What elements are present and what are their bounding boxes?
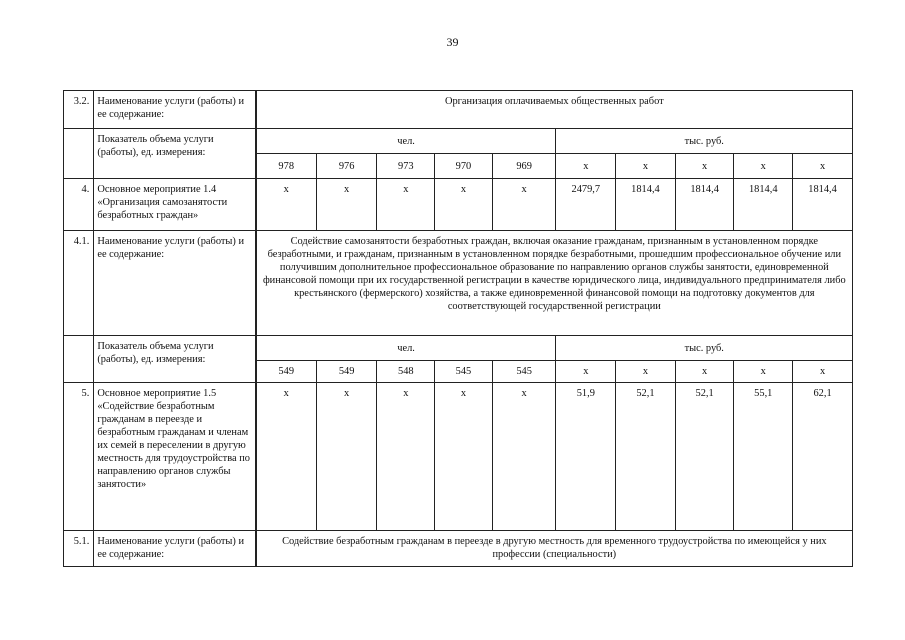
- row-number: 4.1.: [64, 231, 94, 336]
- plan-table: [63, 90, 853, 567]
- value-cell: x: [377, 179, 435, 231]
- row-label: Наименование услуги (работы) и ее содержание:: [94, 91, 256, 129]
- unit-thousand-rub: тыс. руб.: [556, 336, 853, 361]
- value-cell: x: [435, 179, 493, 231]
- value-cell: x: [256, 179, 317, 231]
- value-cell: 1814,4: [616, 179, 676, 231]
- row-number-empty: [64, 129, 94, 179]
- value-cell: 976: [316, 154, 377, 179]
- value-cell: x: [734, 361, 793, 383]
- unit-people: чел.: [256, 336, 556, 361]
- value-cell: 52,1: [616, 383, 676, 531]
- value-cell: x: [675, 361, 734, 383]
- value-cell: 1814,4: [675, 179, 734, 231]
- value-cell: 2479,7: [556, 179, 616, 231]
- table-row: [64, 336, 853, 361]
- unit-people: чел.: [256, 129, 556, 154]
- service-content: Содействие безработным гражданам в переезде в другую местность для временного трудоустройства по имеющейся у них профессии (специальности): [256, 531, 853, 567]
- value-cell: x: [556, 154, 616, 179]
- row-number: 3.2.: [64, 91, 94, 129]
- value-cell: 545: [435, 361, 493, 383]
- value-cell: x: [256, 383, 317, 531]
- row-number-empty: [64, 336, 94, 383]
- page-number: 39: [446, 35, 459, 49]
- value-cell: 970: [435, 154, 493, 179]
- value-cell: 52,1: [675, 383, 734, 531]
- value-cell: x: [556, 361, 616, 383]
- value-cell: x: [316, 383, 377, 531]
- value-cell: 62,1: [793, 383, 853, 531]
- value-cell: x: [377, 383, 435, 531]
- table-row: [64, 383, 853, 531]
- value-cell: 973: [377, 154, 435, 179]
- table-row: [64, 231, 853, 336]
- value-cell: 1814,4: [734, 179, 793, 231]
- value-cell: 549: [316, 361, 377, 383]
- value-cell: x: [492, 383, 556, 531]
- value-cell: x: [435, 383, 493, 531]
- value-cell: 549: [256, 361, 317, 383]
- table-row: [64, 179, 853, 231]
- table-row: [64, 91, 853, 129]
- value-cell: 969: [492, 154, 556, 179]
- value-cell: x: [316, 179, 377, 231]
- row-number: 4.: [64, 179, 94, 231]
- value-cell: 548: [377, 361, 435, 383]
- row-label: Наименование услуги (работы) и ее содержание:: [94, 531, 256, 567]
- value-cell: 1814,4: [793, 179, 853, 231]
- row-label: Основное мероприятие 1.5 «Содействие безработным гражданам в переезде и безработным гражданам и членам их семей в переселении в другую местность для трудоустройства по направлению органов службы занятости»: [94, 383, 256, 531]
- indicator-label: Показатель объема услуги (работы), ед. измерения:: [94, 129, 256, 179]
- value-cell: x: [616, 361, 676, 383]
- row-number: 5.1.: [64, 531, 94, 567]
- value-cell: x: [793, 361, 853, 383]
- value-cell: x: [675, 154, 734, 179]
- value-cell: x: [616, 154, 676, 179]
- indicator-label: Показатель объема услуги (работы), ед. измерения:: [94, 336, 256, 383]
- table-row: [64, 129, 853, 154]
- value-cell: 545: [492, 361, 556, 383]
- service-content: Содействие самозанятости безработных граждан, включая оказание гражданам, признанным в установленном порядке безработными, и гражданам, признанным в установленном порядке безработными, прошедшим профессиональное обучение или получившим дополнительное профессиональное образование по направлению органов службы занятости, единовременной финансовой помощи при их государственной регистрации в качестве юридического лица, индивидуального предпринимателя либо крестьянского (фермерского) хозяйства, а также единовременной финансовой помощи на подготовку документов для соответствующей государственной регистрации: [256, 231, 853, 336]
- row-number: 5.: [64, 383, 94, 531]
- value-cell: x: [793, 154, 853, 179]
- row-label: Основное мероприятие 1.4 «Организация самозанятости безработных граждан»: [94, 179, 256, 231]
- value-cell: x: [734, 154, 793, 179]
- value-cell: x: [492, 179, 556, 231]
- unit-thousand-rub: тыс. руб.: [556, 129, 853, 154]
- table-row: [64, 531, 853, 567]
- service-content: Организация оплачиваемых общественных работ: [256, 91, 853, 129]
- value-cell: 51,9: [556, 383, 616, 531]
- value-cell: 978: [256, 154, 317, 179]
- value-cell: 55,1: [734, 383, 793, 531]
- row-label: Наименование услуги (работы) и ее содержание:: [94, 231, 256, 336]
